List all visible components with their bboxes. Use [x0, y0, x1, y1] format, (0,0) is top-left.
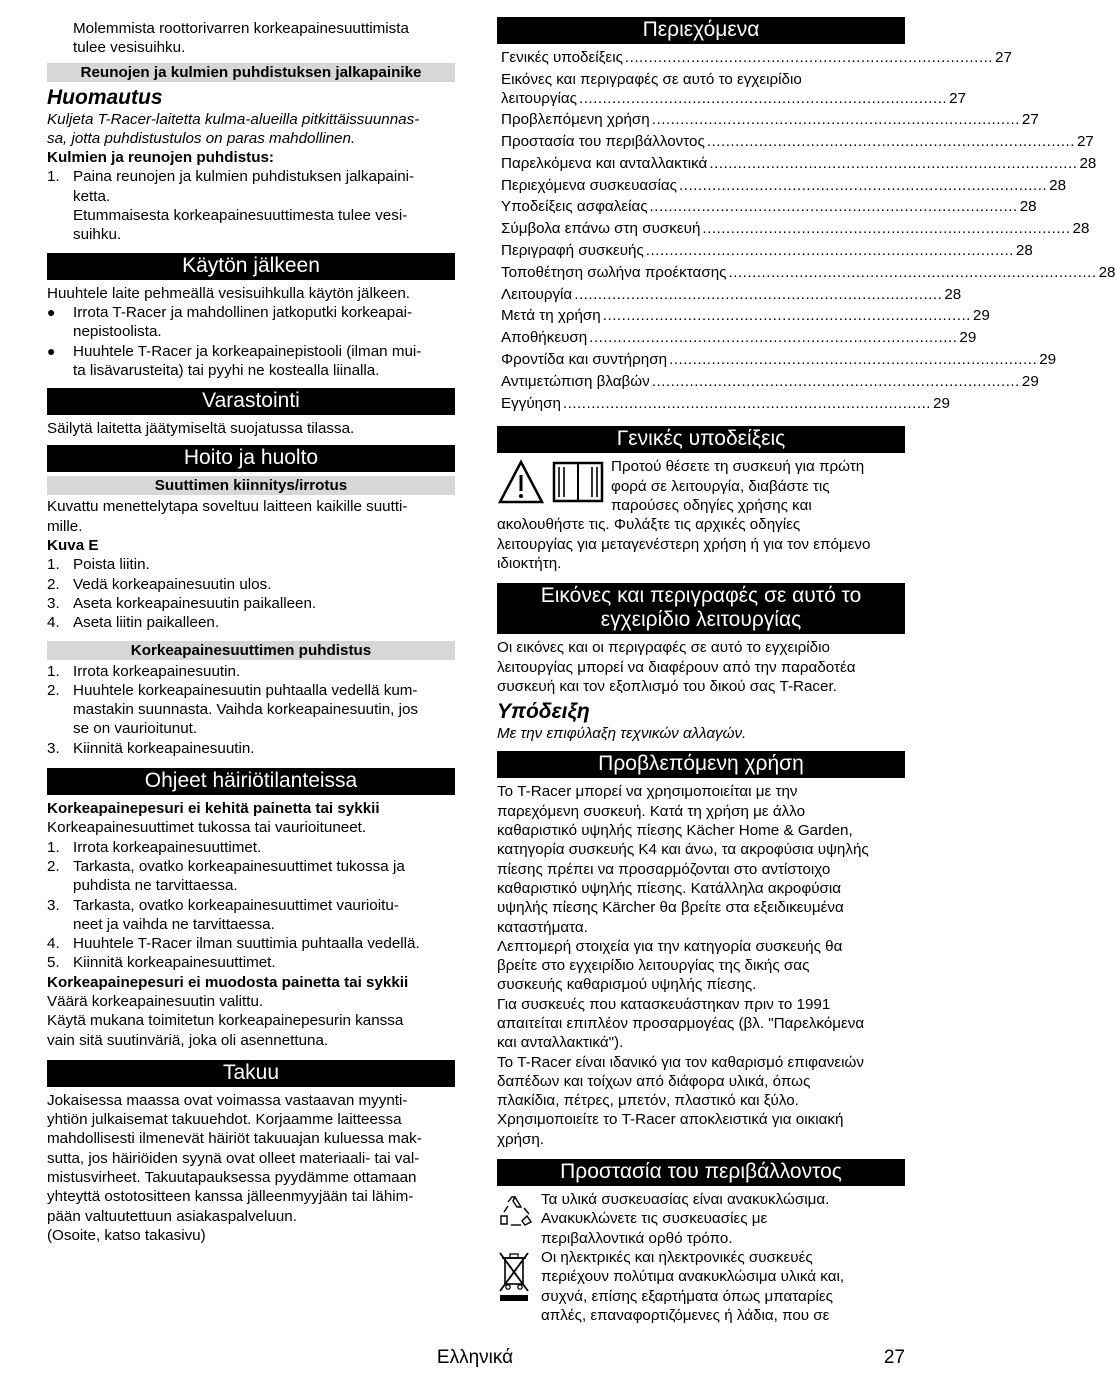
warranty-line: mahdollisesti ilmenevät häiriöt takuuajan kuluessa mak-: [47, 1130, 422, 1148]
env-line: Τα υλικά συσκευασίας είναι ανακυκλώσιμα.: [541, 1191, 830, 1209]
toc-entry[interactable]: [501, 350, 1057, 372]
step-line: neet ja vaihda ne tarvittaessa.: [73, 915, 275, 933]
toc-leader: ..............................................................................: [574, 285, 943, 303]
care-step: [47, 555, 455, 574]
toc-page: 28: [1019, 198, 1037, 216]
crossed-bin-icon: [497, 1250, 531, 1302]
images-line: Οι εικόνες και οι περιγραφές σε αυτό το εγχειρίδιο: [497, 639, 830, 657]
general-line: ιδιοκτήτη.: [497, 554, 562, 572]
step-line: ketta.: [73, 187, 111, 205]
warning-manual-icon: [497, 459, 607, 507]
toc-entry[interactable]: [501, 394, 950, 416]
care-line: mille.: [47, 517, 83, 535]
toc-leader: ..............................................................................: [651, 372, 1020, 390]
toc-page: 28: [1072, 220, 1090, 238]
toc-label: Περιεχόμενα συσκευασίας: [501, 176, 677, 194]
step-line: mastakin suunnasta. Vaihda korkeapainesuutin, jos: [73, 701, 419, 719]
step-number: 3.: [47, 594, 60, 612]
toc-page: 27: [949, 90, 967, 108]
bullet-icon: ●: [47, 342, 56, 359]
use-line: πλακίδια, πέτρες, μπετόν, πλαστικό και ξύλο.: [497, 1092, 799, 1110]
toc-leader: ..............................................................................: [702, 220, 1071, 238]
toc-label: Τοποθέτηση σωλήνα προέκτασης: [501, 263, 727, 281]
troubleshooting-heading: Ohjeet häiriötilanteissa: [47, 768, 455, 795]
env-packaging-text: [541, 1190, 905, 1248]
bullet-line: Irrota T-Racer ja mahdollinen jatkoputki korkeapai-: [73, 303, 413, 321]
general-notice: [497, 457, 905, 515]
toc-leader: ..............................................................................: [562, 394, 932, 412]
intro-text: [47, 19, 455, 58]
care-step: [47, 594, 455, 613]
intro-line: tulee vesisuihku.: [73, 39, 186, 57]
toc-leader: ..............................................................................: [624, 49, 994, 66]
nozzle-cleaning-subheading: Korkeapainesuuttimen puhdistus: [47, 641, 455, 660]
step-text: [73, 896, 455, 935]
step-line: Tarkasta, ovatko korkeapainesuuttimet vaurioitu-: [73, 896, 399, 914]
step-text: Vedä korkeapainesuutin ulos.: [73, 575, 272, 593]
toc-leader: ..............................................................................: [602, 307, 971, 325]
use-line: Το T-Racer είναι ιδανικό για τον καθαρισμό επιφανειών: [497, 1053, 864, 1071]
step-text: Kiinnitä korkeapainesuutin.: [73, 739, 255, 757]
toc-label: Υποδείξεις ασφαλείας: [501, 198, 648, 216]
bullet-line: ta lisävarusteita) tai pyyhi ne kostealla liinalla.: [73, 361, 380, 379]
step-number: 1.: [47, 556, 60, 574]
trouble-step: [47, 953, 455, 972]
bullet-icon: ●: [47, 303, 56, 320]
use-line: παρεχόμενη συσκευή. Κατά τη χρήση με άλλο: [497, 802, 806, 820]
toc-page: 29: [1021, 372, 1039, 390]
intended-use-heading: Προβλεπόμενη χρήση: [497, 751, 905, 778]
step-number: 4.: [47, 614, 60, 632]
bullet-line: Huuhtele T-Racer ja korkeapainepistooli (ilman mui-: [73, 342, 422, 360]
note-line: sa, jotta puhdistustulos on paras mahdollinen.: [47, 129, 356, 147]
toc-entry[interactable]: [501, 110, 1039, 132]
toc-entry[interactable]: [501, 241, 1033, 263]
clean-step: [47, 681, 455, 739]
step-line: Paina reunojen ja kulmien puhdistuksen jalkapaini-: [73, 168, 415, 186]
toc-entry[interactable]: [501, 132, 1094, 154]
use-line: Για συσκευές που κατασκευάστηκαν πριν το 1991: [497, 995, 831, 1013]
toc-entry-first-line[interactable]: Εικόνες και περιγραφές σε αυτό το εγχειρίδιο: [501, 70, 802, 88]
toc-leader: ..............................................................................: [709, 154, 1078, 172]
toc-label: Προστασία του περιβάλλοντος: [501, 133, 705, 151]
toc-label: Λειτουργία: [501, 285, 573, 303]
trouble-line: Käytä mukana toimitetun korkeapainepesurin kanssa: [47, 1012, 404, 1030]
env-electronics-text: [541, 1248, 905, 1325]
page-number: 27: [883, 1347, 905, 1368]
step-line: suihku.: [73, 226, 122, 244]
warranty-line: mistusvirheet. Takuutapauksessa pyydämme ottamaan: [47, 1169, 417, 1187]
step-line: Etummaisesta korkeapainesuuttimesta tulee vesi-: [73, 207, 408, 225]
step-text: Kiinnitä korkeapainesuuttimet.: [73, 954, 276, 972]
environment-electronics: [497, 1248, 905, 1325]
step-text: Poista liitin.: [73, 556, 150, 574]
toc-label: Παρελκόμενα και ανταλλακτικά: [501, 154, 708, 172]
warranty-line: pään valtuutettuun asiakaspalveluun.: [47, 1207, 297, 1225]
edge-pedal-subheading: Reunojen ja kulmien puhdistuksen jalkapainike: [47, 63, 455, 82]
use-line: κατηγορία συσκευής K4 και άνω, τα ακροφύσια υψηλής: [497, 841, 869, 859]
step-number: 1.: [47, 662, 60, 680]
toc-leader: ..............................................................................: [589, 329, 958, 347]
step-text: Huuhtele T-Racer ilman suuttimia puhtaalla vedellä.: [73, 935, 420, 953]
safety-icons: [497, 457, 611, 515]
step-text: Irrota korkeapainesuutin.: [73, 662, 241, 680]
toc-entry[interactable]: [501, 306, 990, 328]
hint-text: Με την επιφύλαξη τεχνικών αλλαγών.: [497, 725, 747, 743]
step-line: se on vaurioitunut.: [73, 720, 198, 738]
toc-page: 28: [944, 285, 962, 303]
warranty-line: yhtiön julkaisemat takuuehdot. Korjaamme laitteessa: [47, 1111, 402, 1129]
warranty-line: (Osoite, katso takasivu): [47, 1226, 206, 1244]
environment-heading: Προστασία του περιβάλλοντος: [497, 1159, 905, 1186]
step-number: 2.: [47, 575, 60, 593]
toc-entry[interactable]: [501, 219, 1090, 241]
toc-leader: ..............................................................................: [645, 242, 1014, 260]
toc-leader: ..............................................................................: [578, 90, 948, 108]
step-number: 2.: [47, 857, 60, 875]
bullet-item: [47, 342, 455, 381]
use-line: απαιτείται επιπλέον προσαρμογέας (βλ. "Παρελκόμενα: [497, 1014, 865, 1032]
step-line: Huuhtele korkeapainesuutin puhtaalla vedellä kum-: [73, 681, 418, 699]
left-column: [47, 0, 455, 1245]
toc-label: Μετά τη χρήση: [501, 307, 601, 325]
weee-icon-wrap: [497, 1248, 541, 1325]
env-line: Ανακυκλώνετε τις συσκευασίες με: [541, 1210, 768, 1228]
images-heading: [497, 583, 905, 634]
general-line: παρούσες οδηγίες χρήσης και: [611, 497, 812, 515]
edge-cleaning-heading: Kulmien ja reunojen puhdistus:: [47, 149, 274, 167]
step-text: Irrota korkeapainesuuttimet.: [73, 838, 262, 856]
trouble-step: [47, 934, 455, 953]
toc-entry[interactable]: [501, 372, 1039, 394]
step-number: 5.: [47, 954, 60, 972]
general-line: ακολουθήστε τις. Φυλάξτε τις αρχικές οδηγίες: [497, 516, 801, 534]
env-line: Οι ηλεκτρικές και ηλεκτρονικές συσκευές: [541, 1248, 813, 1266]
heading-line: εγχειρίδιο λειτουργίας: [600, 608, 802, 632]
toc-leader: ..............................................................................: [651, 111, 1020, 129]
warranty-line: sutta, jos häiriöiden syynä ovat olleet materiaali- tai val-: [47, 1149, 420, 1167]
toc-leader: ..............................................................................: [706, 133, 1075, 151]
trouble-step: [47, 857, 455, 896]
care-heading: Hoito ja huolto: [47, 445, 455, 472]
intended-use-text: [497, 782, 905, 1149]
heading-line: Εικόνες και περιγραφές σε αυτό το: [540, 584, 862, 608]
use-line: Χρησιμοποιείτε το T-Racer αποκλειστικά για οικιακή: [497, 1111, 844, 1129]
clean-step: [47, 739, 455, 758]
use-line: υψηλής πίεσης Kärcher θα βρείτε στα εξειδικευμένα: [497, 899, 844, 917]
toc-page: 29: [972, 307, 990, 325]
general-line: λειτουργίας για μεταγενέστερη χρήση ή για τον επόμενο: [497, 535, 871, 553]
toc-entry[interactable]: [501, 89, 967, 110]
use-line: Λεπτομερή στοιχεία για την κατηγορία συσκευής θα: [497, 937, 843, 955]
note-heading: Huomautus: [47, 85, 163, 109]
warranty-line: Jokaisessa maassa ovat voimassa vastaavan myynti-: [47, 1091, 408, 1109]
toc-leader: ..............................................................................: [649, 198, 1018, 216]
toc-page: 28: [1049, 176, 1067, 194]
toc-page: 28: [1015, 242, 1033, 260]
general-side-text: [611, 457, 905, 515]
toc-page: 27: [1076, 133, 1094, 151]
trouble-case-heading: Korkeapainepesuri ei kehitä painetta tai sykkii: [47, 800, 380, 818]
warranty-heading: Takuu: [47, 1060, 455, 1087]
use-line: χρήση.: [497, 1130, 545, 1148]
toc-label: Γενικές υποδείξεις: [501, 49, 623, 66]
after-use-heading: Käytön jälkeen: [47, 253, 455, 280]
intro-line: Molemmista roottorivarren korkeapainesuuttimista: [73, 20, 409, 37]
care-step: [47, 613, 455, 632]
toc-page: 28: [1079, 154, 1097, 172]
toc-page: 29: [1039, 351, 1057, 369]
hint-heading: Υπόδειξη: [497, 700, 590, 724]
clean-step: [47, 662, 455, 681]
recycle-icon: [497, 1194, 533, 1228]
env-line: συχνά, επίσης εξαρτήματα όπως μπαταρίες: [541, 1287, 833, 1305]
toc-label: Αντιμετώπιση βλαβών: [501, 372, 650, 390]
figure-reference: Kuva E: [47, 537, 99, 555]
toc-label: Προβλεπόμενη χρήση: [501, 111, 650, 129]
use-line: βρείτε στο εγχειρίδιο λειτουργίας της δικής σας: [497, 957, 810, 975]
general-line: Προτού θέσετε τη συσκευή για πρώτη: [611, 458, 865, 476]
trouble-step: [47, 838, 455, 857]
toc-page: 27: [995, 49, 1012, 66]
step-number: 2.: [47, 681, 60, 699]
use-line: καθαριστικό υψηλής πίεσης Kächer Home & Garden,: [497, 822, 853, 840]
care-line: Kuvattu menettelytapa soveltuu laitteen kaikille suutti-: [47, 498, 408, 516]
toc-label: Φροντίδα και συντήρηση: [501, 351, 668, 369]
toc-label: Εγγύηση: [501, 394, 561, 412]
toc-page: 29: [959, 329, 977, 347]
use-line: Το T-Racer μπορεί να χρησιμοποιείται με την: [497, 783, 798, 801]
step-text: Aseta korkeapainesuutin paikalleen.: [73, 594, 317, 612]
toc-page: 28: [1098, 263, 1116, 281]
toc-entry[interactable]: [501, 48, 1012, 70]
toc-entry[interactable]: [501, 285, 962, 307]
edge-step: [47, 167, 455, 244]
trouble-cause: Korkeapainesuuttimet tukossa tai vaurioituneet.: [47, 819, 367, 837]
step-text: [73, 681, 455, 739]
toc-page: 29: [933, 394, 950, 412]
images-line: συσκευή και τον εξοπλισμό του δικού σας T-Racer.: [497, 677, 837, 695]
footer-language: Ελληνικά: [436, 1347, 514, 1368]
right-column: [497, 0, 1116, 1325]
toc-list: [497, 48, 1116, 415]
trouble-line: vain sitä suutinväriä, joka oli asennettuna.: [47, 1031, 329, 1049]
step-number: 3.: [47, 896, 60, 914]
use-line: πίεσης πρέπει να προσαρμόζονται στο αντίστοιχο: [497, 860, 831, 878]
use-line: συσκευής καθαρισμού υψηλής πίεσης.: [497, 976, 757, 994]
toc-leader: ..............................................................................: [669, 351, 1038, 369]
toc-heading: Περιεχόμενα: [497, 17, 905, 44]
step-number: 4.: [47, 935, 60, 953]
step-text: Aseta liitin paikalleen.: [73, 614, 220, 632]
warranty-line: yhteyttä ostotositteen kanssa jälleenmyyjään tai lähim-: [47, 1188, 414, 1206]
toc-label: Αποθήκευση: [501, 329, 588, 347]
after-use-text: Huuhtele laite pehmeällä vesisuihkulla käytön jälkeen.: [47, 284, 411, 302]
toc-entry[interactable]: [501, 197, 1037, 219]
toc-label: Σύμβολα επάνω στη συσκευή: [501, 220, 701, 238]
trouble-case-heading: Korkeapainepesuri ei muodosta painetta tai sykkii: [47, 973, 409, 991]
step-text: [73, 167, 455, 244]
step-line: Tarkasta, ovatko korkeapainesuuttimet tukossa ja: [73, 857, 405, 875]
use-line: καταστήματα.: [497, 918, 588, 936]
environment-packaging: [497, 1190, 905, 1248]
bullet-item: [47, 303, 455, 342]
trouble-line: Väärä korkeapainesuutin valittu.: [47, 992, 264, 1010]
step-number: 1.: [47, 168, 60, 186]
step-number: 3.: [47, 739, 60, 757]
images-line: λειτουργίας μπορεί να διαφέρουν από την παραδοτέα: [497, 658, 856, 676]
step-number: 1.: [47, 838, 60, 856]
toc-entry[interactable]: [501, 328, 977, 350]
nozzle-mount-subheading: Suuttimen kiinnitys/irrotus: [47, 476, 455, 495]
step-line: puhdista ne tarvittaessa.: [73, 877, 238, 895]
toc-entry[interactable]: [501, 154, 1097, 176]
env-line: περιέχουν πολύτιμα ανακυκλώσιμα υλικά και,: [541, 1268, 845, 1286]
use-line: καθαριστικό υψηλής πίεσης. Κατάλληλα ακροφύσια: [497, 879, 842, 897]
general-heading: Γενικές υποδείξεις: [497, 426, 905, 453]
care-step: [47, 575, 455, 594]
toc-entry[interactable]: [501, 176, 1067, 198]
step-text: [73, 857, 455, 896]
toc-leader: ..............................................................................: [679, 176, 1048, 194]
use-line: και ανταλλακτικά").: [497, 1034, 624, 1052]
trouble-step: [47, 896, 455, 935]
note-line: Kuljeta T-Racer-laitetta kulma-alueilla pitkittäissuunnas-: [47, 110, 420, 128]
toc-label: λειτουργίας: [501, 90, 577, 108]
toc-page: 27: [1021, 111, 1039, 129]
storage-heading: Varastointi: [47, 388, 455, 415]
general-line: φορά σε λειτουργία, διαβάστε τις: [611, 477, 830, 495]
toc-entry[interactable]: [501, 263, 1116, 285]
bullet-line: nepistoolista.: [73, 323, 162, 341]
env-line: περιβαλλοντικά ορθό τρόπο.: [541, 1229, 733, 1247]
env-line: απλές, επαναφορτιζόμενες ή λάδια, που σε: [541, 1306, 830, 1324]
use-line: δαπέδων και τοίχων από διάφορα υλικά, όπως: [497, 1072, 811, 1090]
storage-text: Säilytä laitetta jäätymiseltä suojatussa tilassa.: [47, 420, 355, 438]
recycle-icon-wrap: [497, 1190, 541, 1248]
toc-leader: ..............................................................................: [728, 263, 1097, 281]
toc-label: Περιγραφή συσκευής: [501, 242, 644, 260]
